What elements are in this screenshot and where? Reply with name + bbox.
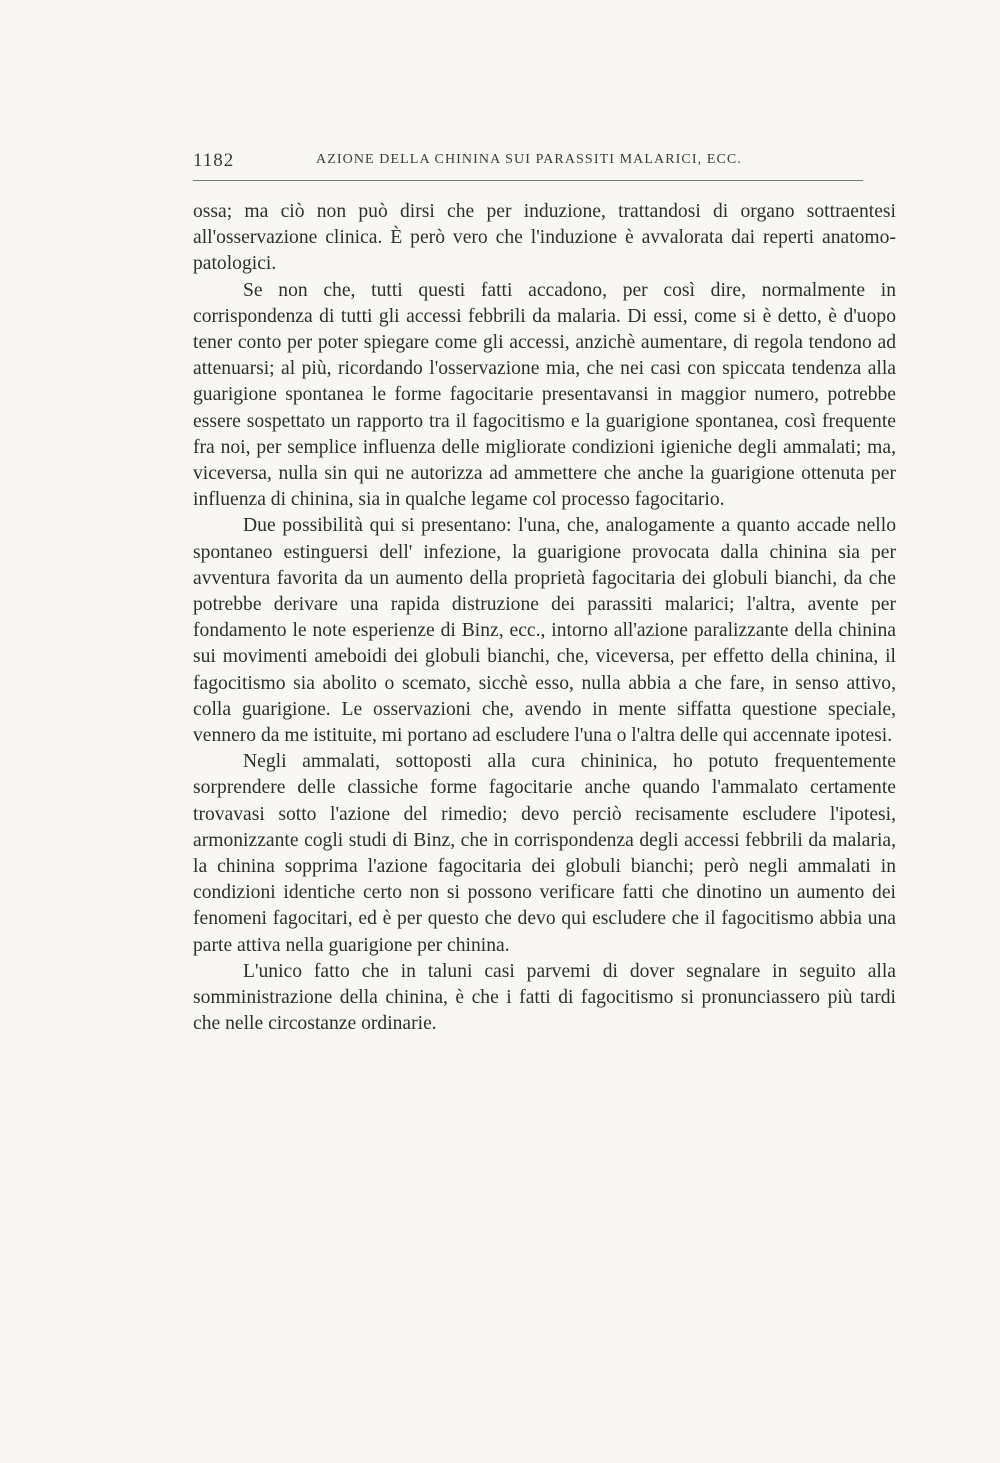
paragraph-continuation: ossa; ma ciò non può dirsi che per induzione, trattandosi di organo sottraentesi all'osservazione clinica. È però vero che l'induzione è avvalorata dai reperti anatomo-patologici.	[193, 201, 896, 275]
page-number: 1182	[193, 150, 235, 171]
paragraph: Se non che, tutti questi fatti accadono, per così dire, normalmente in corrispondenza di tutti gli accessi febbrili da malaria. Di essi, come si è detto, è d'uopo tener conto per poter spiegare come gli accessi, anzichè aumentare, di regola tendono ad attenuarsi; al più, ricordando l'osservazione mia, che nei casi con spiccata tendenza alla guarigione spontanea le forme fagocitarie presentavansi in maggior numero, potrebbe essere sospettato un rapporto tra il fagocitismo e la guarigione spontanea, così frequente fra noi, per semplice influenza delle migliorate condizioni igieniche degli ammalati; ma, viceversa, nulla sin qui ne autorizza ad ammettere che anche la guarigione ottenuta per influenza di chinina, sia in qualche legame col processo fagocitario.	[193, 279, 896, 511]
running-title: AZIONE DELLA CHININA SUI PARASSITI MALARICI, ECC.	[316, 152, 742, 167]
paragraph: Due possibilità qui si presentano: l'una, che, analogamente a quanto accade nello spontaneo estinguersi dell' infezione, la guarigione provocata dalla chinina sia per avventura favorita da un aumento della proprietà fagocitaria dei globuli bianchi, da che potrebbe derivare una rapida distruzione dei parassiti malarici; l'altra, avente per fondamento le note esperienze di Binz, ecc., intorno all'azione paralizzante della chinina sui movimenti ameboidi dei globuli bianchi, che, viceversa, per effetto della chinina, il fagocitismo sia abolito o scemato, sicchè esso, nulla abbia a che fare, in senso attivo, colla guarigione. Le osservazioni che, avendo in mente siffatta questione speciale, vennero da me istituite, mi portano ad escludere l'una o l'altra delle qui accennate ipotesi.	[193, 515, 896, 747]
running-head	[193, 150, 863, 176]
paragraph: Negli ammalati, sottoposti alla cura chininica, ho potuto frequentemente sorprendere delle classiche forme fagocitarie anche quando l'ammalato certamente trovavasi sotto l'azione del rimedio; devo perciò recisamente escludere l'ipotesi, armonizzante cogli studi di Binz, che in corrispondenza degli accessi febbrili da malaria, la chinina sopprima l'azione fagocitaria dei globuli bianchi; però negli ammalati in condizioni identiche certo non si possono verificare fatti che dinotino un aumento dei fenomeni fagocitari, ed è per questo che devo qui escludere che il fagocitismo abbia una parte attiva nella guarigione per chinina.	[193, 751, 896, 956]
body-text	[193, 199, 896, 1038]
paragraph: L'unico fatto che in taluni casi parvemi di dover segnalare in seguito alla somministrazione della chinina, è che i fatti di fagocitismo si pronunciassero più tardi che nelle circostanze ordinarie.	[193, 960, 896, 1035]
header-rule	[193, 180, 863, 181]
